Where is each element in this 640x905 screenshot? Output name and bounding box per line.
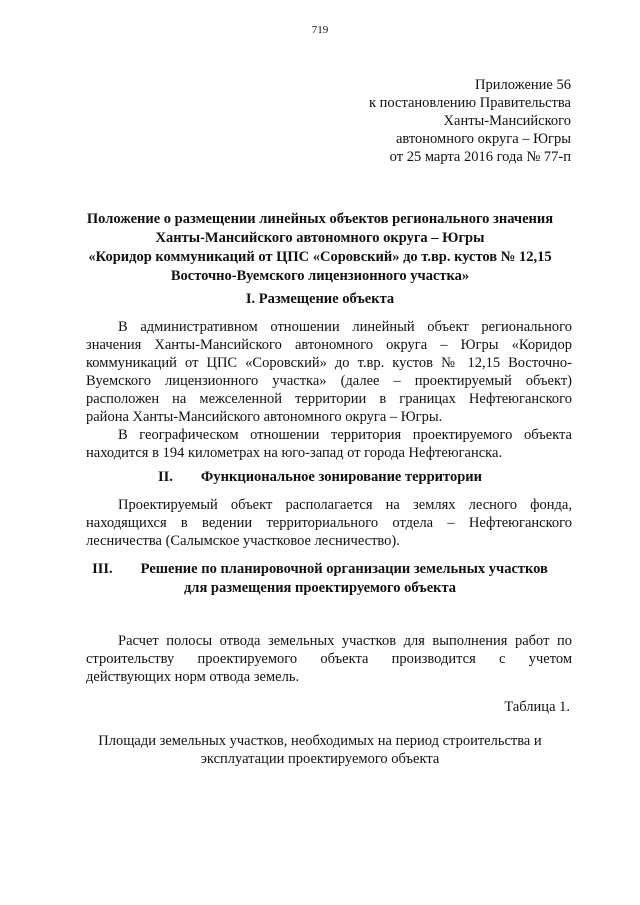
paragraph-line: района Ханты-Мансийского автономного округа – Югры. [86, 409, 443, 425]
section3-heading-line2: для размещения проектируемого объекта [183, 580, 457, 596]
paragraph-line: коммуникаций от ЦПС «Соровский» до т.вр. кустов № 12,15 Восточно- [86, 355, 572, 371]
table-caption [60, 732, 580, 768]
table-label: Таблица 1. [504, 699, 570, 715]
section2-title: Функциональное зонирование территории [200, 469, 482, 485]
page-number: 719 [311, 24, 329, 36]
paragraph-line: В административном отношении линейный объект регионального [118, 319, 572, 335]
title-line: «Коридор коммуникаций от ЦПС «Соровский» до т.вр. кустов № 12,15 [88, 249, 552, 265]
caption-line: Площади земельных участков, необходимых на период строительства и [98, 733, 542, 749]
section1-heading: I. Размещение объекта [245, 291, 395, 307]
section1-paragraph1 [86, 318, 572, 426]
section3-heading [60, 560, 580, 598]
paragraph-line: расположен на межселенной территории в границах Нефтеюганского [86, 391, 572, 407]
paragraph-line: Вуемского лицензионного участка» (далее – проектируемый объект) [86, 373, 572, 389]
paragraph-line: находится в 194 километрах на юго-запад от города Нефтеюганска. [86, 445, 503, 461]
section2-paragraph [86, 496, 572, 550]
paragraph-line: строительству проектируемого объекта производится с учетом [86, 651, 572, 667]
paragraph-line: лесничества (Салымское участковое лесничество). [86, 533, 400, 549]
paragraph-line: действующих норм отвода земель. [86, 669, 300, 685]
paragraph-line: Расчет полосы отвода земельных участков для выполнения работ по [118, 633, 572, 649]
caption-line: эксплуатации проектируемого объекта [200, 751, 440, 767]
paragraph-line: Проектируемый объект располагается на землях лесного фонда, [118, 497, 572, 513]
appendix-block [369, 76, 571, 166]
section3-title: Решение по планировочной организации земельных участков [140, 561, 548, 577]
document-title [40, 210, 600, 286]
section1-paragraph2 [86, 426, 572, 462]
appendix-line: Ханты-Мансийского [443, 113, 571, 129]
section2-number: II. [158, 469, 173, 485]
section3-paragraph [86, 632, 572, 686]
section2-heading [60, 468, 580, 487]
title-line: Ханты-Мансийского автономного округа – Югры [155, 230, 485, 246]
appendix-line: Приложение 56 [475, 77, 571, 93]
appendix-line: от 25 марта 2016 года № 77-п [389, 149, 571, 165]
paragraph-line: В географическом отношении территория проектируемого объекта [118, 427, 572, 443]
title-line: Восточно-Вуемского лицензионного участка» [170, 268, 470, 284]
title-line: Положение о размещении линейных объектов регионального значения [86, 211, 554, 227]
paragraph-line: находящихся в ведении территориального отдела – Нефтеюганского [86, 515, 572, 531]
paragraph-line: значения Ханты-Мансийского автономного округа – Югры «Коридор [86, 337, 572, 353]
section3-heading-line1 [60, 560, 580, 579]
section3-number: III. [92, 561, 113, 577]
appendix-line: автономного округа – Югры [395, 131, 571, 147]
appendix-line: к постановлению Правительства [369, 95, 571, 111]
